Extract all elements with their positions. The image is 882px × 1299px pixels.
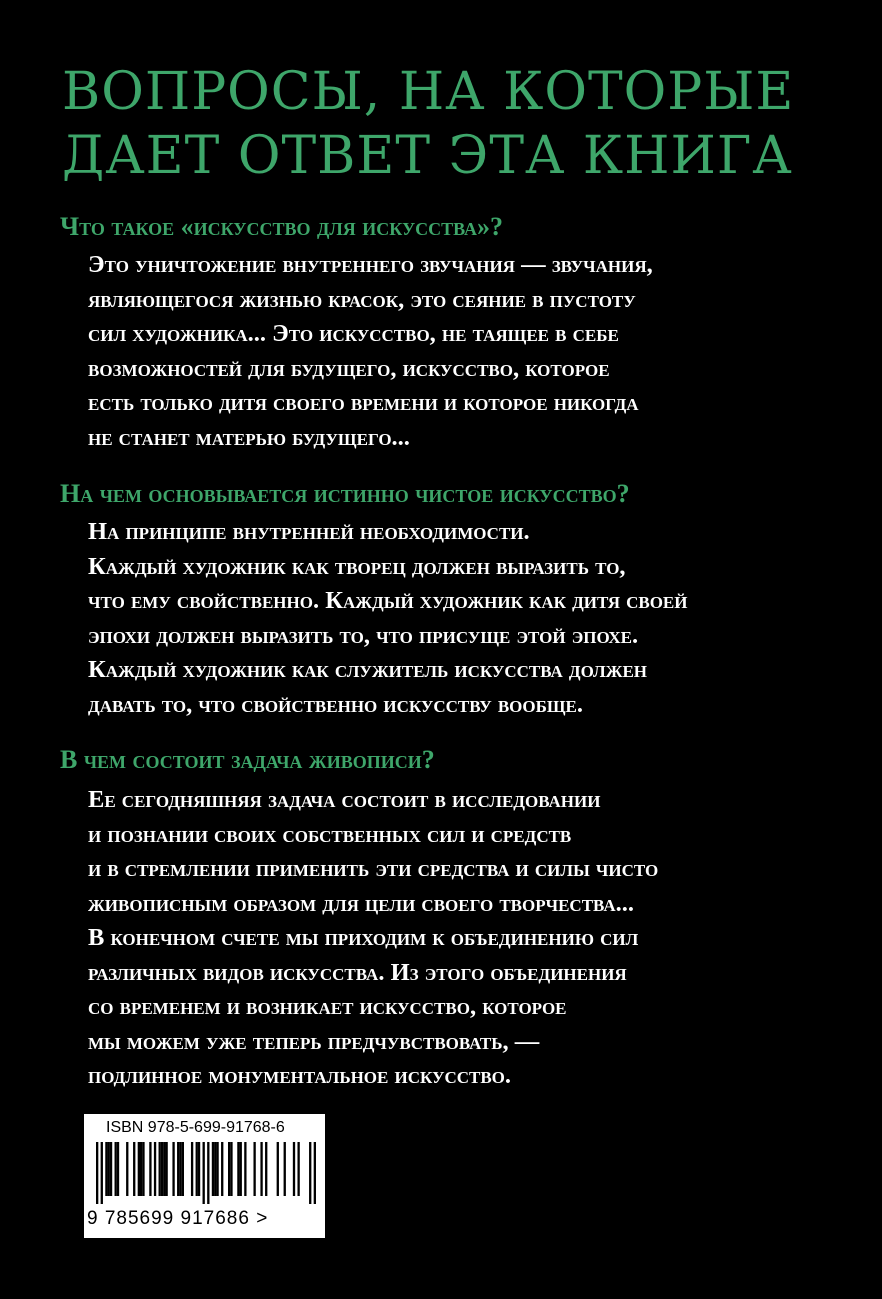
answer-line: давать то, что свойственно искусству вообще. [88, 690, 583, 718]
answer-line: не станет матерью будущего... [88, 423, 410, 451]
answer-line: подлинное монументальное искусство. [88, 1062, 512, 1089]
barcode-bar [159, 1142, 161, 1196]
barcode-bar [277, 1142, 279, 1196]
barcode-bar [163, 1142, 165, 1196]
cover-heading-line: ВОПРОСЫ, НА КОТОРЫЕ [62, 62, 795, 122]
barcode-bar [105, 1142, 107, 1196]
barcode-bar [142, 1142, 144, 1196]
answer-text [88, 515, 868, 722]
barcode-bar [172, 1142, 174, 1196]
barcode-bar [230, 1142, 232, 1196]
barcode-bar [265, 1142, 267, 1196]
barcode-bar [149, 1142, 151, 1196]
answer-text [88, 248, 868, 455]
question-heading: Что такое «искусство для искусства»? [60, 212, 504, 241]
barcode-bar [196, 1142, 198, 1196]
barcode-bar [244, 1142, 246, 1196]
barcode-guard-bar [101, 1142, 103, 1204]
barcode-bar [221, 1142, 223, 1196]
barcode-bar [117, 1142, 119, 1196]
cover-heading [62, 60, 842, 188]
answer-line: Каждый художник как творец должен выразить то, [88, 552, 626, 580]
answer-line: различных видов искусства. Из этого объединения [88, 958, 627, 986]
barcode-guard-bar [207, 1142, 209, 1204]
answer-line: В конечном счете мы приходим к объединению сил [88, 924, 639, 951]
answer-line: со временем и возникает искусство, которое [88, 993, 567, 1020]
isbn-label: ISBN 978-5-699-91768-6 [106, 1119, 285, 1136]
answer-line: возможностей для будущего, искусство, которое [88, 354, 610, 382]
barcode-bar [240, 1142, 242, 1196]
barcode-bar [260, 1142, 262, 1196]
answer-line: Ее сегодняшняя задача состоит в исследовании [88, 786, 601, 813]
barcode-bar [198, 1142, 200, 1196]
answer-line: эпохи должен выразить то, что присуще этой эпохе. [88, 621, 639, 649]
barcode-guard-bar [96, 1142, 98, 1204]
answer-line: что ему свойственно. Каждый художник как дитя своей [88, 587, 688, 614]
barcode-bar [108, 1142, 110, 1196]
barcode-bar [253, 1142, 255, 1196]
barcode-digits: 9 785699 917686 > [87, 1208, 269, 1229]
barcode-bar [212, 1142, 214, 1196]
answer-line: являющегося жизнью красок, это сеяние в пустоту [88, 285, 636, 313]
barcode-bar [284, 1142, 286, 1196]
barcode-bar [165, 1142, 167, 1196]
barcode-bar [182, 1142, 184, 1196]
answer-line: Каждый художник как служитель искусства должен [88, 656, 648, 683]
barcode-bar [179, 1142, 181, 1196]
barcode-bar [177, 1142, 179, 1196]
barcode-guard-bar [314, 1142, 316, 1204]
question-heading: На чем основывается истинно чистое искусство? [60, 479, 630, 508]
barcode-bar [237, 1142, 239, 1196]
barcode-bar [110, 1142, 112, 1196]
answer-line: и в стремлении применить эти средства и силы чисто [88, 855, 659, 882]
barcode-bar [228, 1142, 230, 1196]
barcode-bar [293, 1142, 295, 1196]
barcode-bar [138, 1142, 140, 1196]
barcode-bar [161, 1142, 163, 1196]
barcode-guard-bar [309, 1142, 311, 1204]
barcode-bars [96, 1142, 316, 1204]
barcode-bar [214, 1142, 216, 1196]
barcode-bar [133, 1142, 135, 1196]
barcode-bar [191, 1142, 193, 1196]
cover-heading-line: ДАЕТ ОТВЕТ ЭТА КНИГА [62, 126, 793, 186]
barcode-bar [297, 1142, 299, 1196]
answer-line: мы можем уже теперь предчувствовать, — [88, 1027, 540, 1055]
answer-text [88, 783, 868, 1094]
barcode-guard-bar [203, 1142, 205, 1204]
answer-line: Это уничтожение внутреннего звучания — звучания, [88, 251, 653, 278]
barcode-bar [126, 1142, 128, 1196]
barcode-bar [154, 1142, 156, 1196]
barcode-bar [140, 1142, 142, 1196]
question-heading: В чем состоит задача живописи? [60, 745, 435, 774]
barcode-bar [216, 1142, 218, 1196]
barcode-bar [115, 1142, 117, 1196]
isbn-barcode [84, 1114, 325, 1238]
answer-line: сил художника... Это искусство, не таящее в себе [88, 320, 619, 347]
answer-line: живописным образом для цели своего творчества... [88, 889, 634, 917]
answer-line: и познании своих собственных сил и средств [88, 820, 572, 848]
answer-line: есть только дитя своего времени и которое никогда [88, 389, 639, 416]
answer-line: На принципе внутренней необходимости. [88, 518, 530, 545]
